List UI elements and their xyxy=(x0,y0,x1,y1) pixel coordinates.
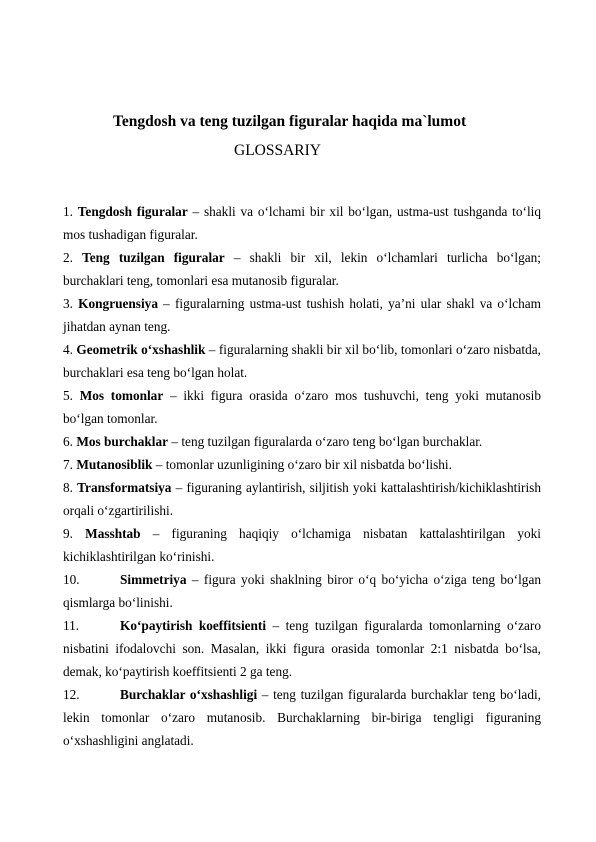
glossary-item xyxy=(63,683,541,752)
item-number: 1. xyxy=(63,204,73,219)
glossary-term: Kongruensiya xyxy=(78,296,158,311)
glossary-item xyxy=(63,384,541,430)
glossary-definition: – ikki figura orasida o‘zaro mos tushuvchi, teng yoki mutanosib bo‘lgan tomonlar. xyxy=(63,388,542,426)
glossary-term: Simmetriya xyxy=(120,572,187,587)
glossary-item xyxy=(63,338,541,384)
item-number: 12. xyxy=(63,687,80,702)
item-number: 11. xyxy=(63,618,80,633)
glossary-item xyxy=(63,614,541,683)
item-number: 7. xyxy=(63,457,73,472)
document-subtitle-text: GLOSSARIY xyxy=(234,142,321,159)
glossary-item xyxy=(63,292,541,338)
glossary-item xyxy=(63,476,541,522)
item-number: 8. xyxy=(63,480,73,495)
glossary-term: Transformatsiya xyxy=(77,480,172,495)
glossary-item xyxy=(63,453,541,476)
glossary-term: Mutanosiblik xyxy=(76,457,153,472)
glossary-definition: – teng tuzilgan figuralarda tomonlarning o‘zaro nisbatini ifodalovchi son. Masalan, ikki figura orasida tomonlar 2:1 nisbatda bo‘lsa, demak, ko‘paytirish koeffitsienti 2 ga teng. xyxy=(63,618,542,679)
item-number: 9. xyxy=(63,526,73,541)
glossary-item xyxy=(63,568,541,614)
item-number: 2. xyxy=(63,250,73,265)
glossary-definition: – teng tuzilgan figuralarda o‘zaro teng bo‘lgan burchaklar. xyxy=(168,434,483,449)
document-title-text: Tengdosh va teng tuzilgan figuralar haqida ma`lumot xyxy=(113,113,467,130)
glossary-definition: – figuralarning ustma-ust tushish holati, ya’ni ular shakl va o‘lcham jihatdan aynan teng. xyxy=(63,296,541,334)
glossary-term: Masshtab xyxy=(85,526,141,541)
glossary-item xyxy=(63,522,541,568)
glossary-definition: – tomonlar uzunligining o‘zaro bir xil nisbatda bo‘lishi. xyxy=(152,457,452,472)
item-number: 3. xyxy=(63,296,73,311)
glossary-term: Ko‘paytirish koeffitsienti xyxy=(120,618,267,633)
glossary-item xyxy=(63,200,541,246)
glossary-definition: – shakli va o‘lchami bir xil bo‘lgan, ustma-ust tushganda to‘liq mos tushadigan figuralar. xyxy=(63,204,541,242)
glossary-definition: – shakli bir xil, lekin o‘lchamlari turlicha bo‘lgan; burchaklari teng, tomonlari esa mutanosib figuralar. xyxy=(63,250,542,288)
glossary-item xyxy=(63,246,541,292)
glossary-definition: – figura yoki shaklning biror o‘q bo‘yicha o‘ziga teng bo‘lgan qismlarga bo‘linishi. xyxy=(63,572,541,610)
glossary-definition: – teng tuzilgan figuralarda burchaklar teng bo‘ladi, lekin tomonlar o‘zaro mutanosib. Burchaklarning bir-biriga tengligi figuraning o‘xshashligini anglatadi. xyxy=(63,687,541,748)
glossary-term: Teng tuzilgan figuralar xyxy=(82,250,225,265)
glossary-item xyxy=(63,430,541,453)
item-number: 10. xyxy=(63,572,80,587)
glossary-term: Tengdosh figuralar xyxy=(77,204,188,219)
glossary-list xyxy=(63,200,541,752)
item-number: 4. xyxy=(63,342,73,357)
glossary-definition: – figuralarning shakli bir xil bo‘lib, tomonlari o‘zaro nisbatda, burchaklari esa teng bo‘lgan holat. xyxy=(63,342,541,380)
glossary-term: Burchaklar o‘xshashligi xyxy=(120,687,258,702)
glossary-term: Geometrik o‘xshashlik xyxy=(76,342,206,357)
item-number: 6. xyxy=(63,434,73,449)
item-number: 5. xyxy=(63,388,73,403)
glossary-term: Mos burchaklar xyxy=(76,434,169,449)
glossary-definition: – figuraning haqiqiy o‘lchamiga nisbatan kattalashtirilgan yoki kichiklashtirilgan ko‘rinishi. xyxy=(63,526,541,564)
glossary-term: Mos tomonlar xyxy=(79,388,164,403)
glossary-definition: – figuraning aylantirish, siljitish yoki kattalashtirish/kichiklashtirish orqali o‘zgartirilishi. xyxy=(63,480,542,518)
